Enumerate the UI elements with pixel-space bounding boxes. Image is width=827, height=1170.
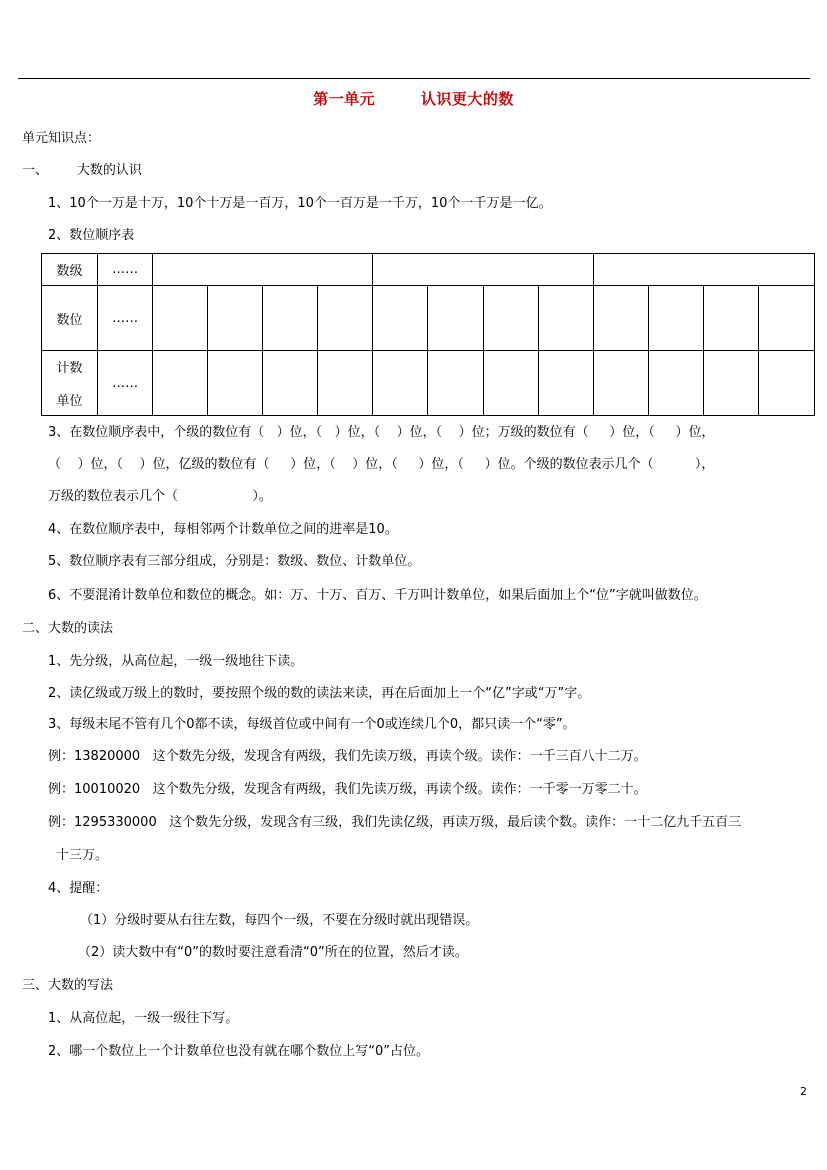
- header-rule: [18, 78, 810, 79]
- section-heading: 二、大数的读法: [22, 621, 114, 636]
- table-cell: [428, 286, 483, 351]
- table-ellipsis-cell: ……: [98, 254, 153, 286]
- example-line: 例：10010020 这个数先分级，发现含有两级，我们先读万级，再读个级。读作：一千零一万零二十。: [48, 782, 647, 797]
- table-cell: [153, 351, 208, 416]
- table-cell: [373, 286, 428, 351]
- text-line: 万级的数位表示几个（ ）。: [48, 489, 272, 504]
- table-cell: [318, 351, 373, 416]
- table-cell: [208, 286, 263, 351]
- text-line: 1、先分级，从高位起，一级一级地往下读。: [48, 654, 304, 669]
- example-line: 十三万。: [56, 848, 109, 863]
- section-heading: 一、 大数的认识: [22, 163, 142, 178]
- table-ellipsis-cell: ……: [98, 351, 153, 416]
- table-label-cell: 数位: [42, 286, 98, 351]
- table-ellipsis-cell: ……: [98, 286, 153, 351]
- table-cell: [263, 286, 318, 351]
- text-line: 2、读亿级或万级上的数时，要按照个级的数的读法来读，再在后面加上一个“亿”字或“万”字。: [48, 686, 591, 701]
- table-cell: [373, 351, 428, 416]
- table-cell: [703, 351, 758, 416]
- table-cell: [593, 351, 648, 416]
- text-line: 1、从高位起，一级一级往下写。: [48, 1011, 239, 1026]
- table-cell: [758, 351, 814, 416]
- table-label-cell: [42, 351, 98, 416]
- section-heading: 三、大数的写法: [22, 978, 114, 993]
- page-number: 2: [800, 1085, 807, 1098]
- table-cell: [153, 254, 373, 286]
- table-cell: [703, 286, 758, 351]
- text-line: 单元知识点：: [22, 131, 101, 146]
- text-line: （2）读大数中有“0”的数时要注意看清“0”所在的位置，然后才读。: [78, 945, 468, 960]
- text-line: 6、不要混淆计数单位和数位的概念。如：万、十万、百万、千万叫计数单位，如果后面加上个“位”字就叫做数位。: [48, 588, 707, 603]
- table-cell: [593, 286, 648, 351]
- text-line: 3、在数位顺序表中，个级的数位有（ ）位，（ ）位，（ ）位，（ ）位；万级的数位有（ ）位，（ ）位，: [48, 425, 715, 440]
- example-line: 例：13820000 这个数先分级，发现含有两级，我们先读万级，再读个级。读作：一千三百八十二万。: [48, 749, 647, 764]
- table-cell: [318, 286, 373, 351]
- page-title: 第一单元 认识更大的数: [313, 90, 514, 108]
- text-line: （ ）位，（ ）位，亿级的数位有（ ）位，（ ）位，（ ）位，（ ）位。个级的数位表示几个（ ），: [48, 457, 715, 472]
- table-label-line: 单位: [56, 394, 83, 409]
- table-cell: [263, 351, 318, 416]
- table-cell: [373, 254, 593, 286]
- text-line: （1）分级时要从右往左数，每四个一级，不要在分级时就出现错误。: [80, 913, 479, 928]
- text-line: 4、在数位顺序表中，每相邻两个计数单位之间的进率是10。: [48, 522, 398, 537]
- text-line: 5、数位顺序表有三部分组成，分别是：数级、数位、计数单位。: [48, 554, 421, 569]
- table-cell: [483, 351, 538, 416]
- place-value-table: [41, 253, 815, 416]
- table-cell: [538, 351, 593, 416]
- table-cell: [483, 286, 538, 351]
- table-cell: [758, 286, 814, 351]
- table-label-cell: 数级: [42, 254, 98, 286]
- table-cell: [153, 286, 208, 351]
- example-line: 例：1295330000 这个数先分级，发现含有三级，我们先读亿级，再读万级，最后读个数。读作：一十二亿九千五百三: [48, 815, 742, 830]
- text-line: 2、数位顺序表: [48, 228, 135, 243]
- text-line: 1、10个一万是十万，10个十万是一百万，10个一百万是一千万，10个一千万是一亿。: [48, 196, 552, 211]
- table-cell: [538, 286, 593, 351]
- table-cell: [208, 351, 263, 416]
- table-cell: [648, 351, 703, 416]
- table-cell: [648, 286, 703, 351]
- table-cell: [593, 254, 814, 286]
- text-line: 4、提醒：: [48, 881, 109, 896]
- table-label-line: 计数: [56, 361, 83, 376]
- text-line: 2、哪一个数位上一个计数单位也没有就在哪个数位上写“0”占位。: [48, 1044, 430, 1059]
- text-line: 3、每级末尾不管有几个0都不读，每级首位或中间有一个0或连续几个0，都只读一个“零”。: [48, 717, 576, 732]
- table-cell: [428, 351, 483, 416]
